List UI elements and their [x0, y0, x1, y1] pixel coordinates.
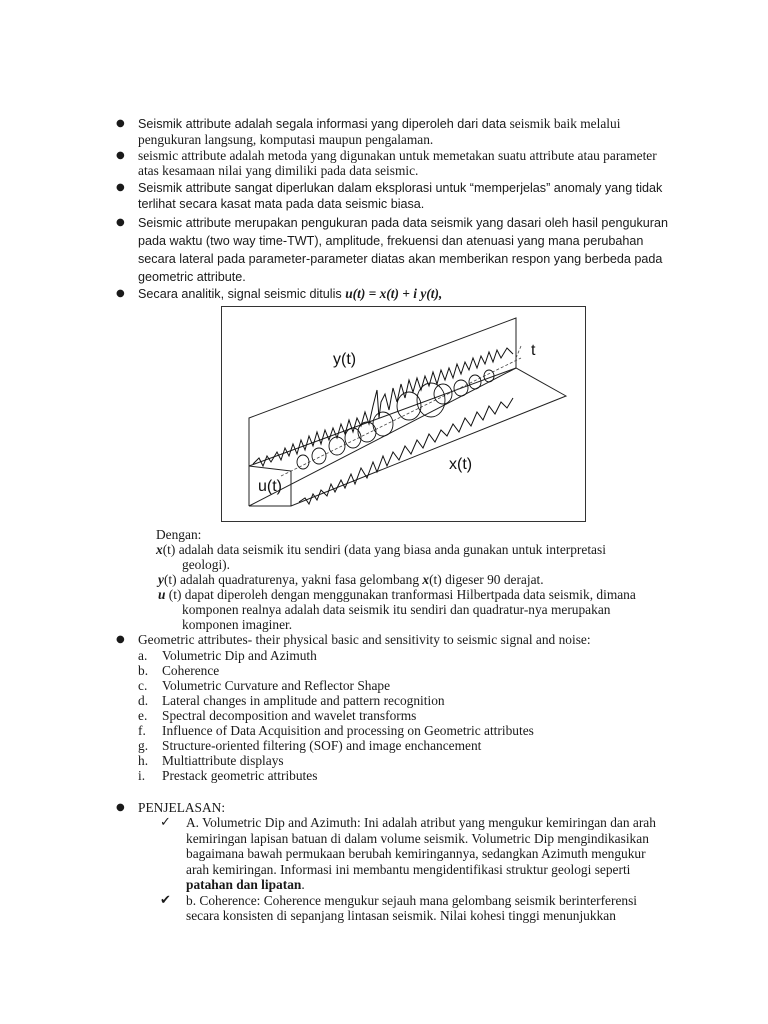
list-item — [138, 708, 678, 723]
y-definition-text: (t) adalah quadraturenya, yakni fasa gelombang — [163, 572, 420, 587]
bullet-icon: ● — [116, 150, 125, 161]
bullet-text-cont: seismik baik melalui pengukuran langsung, komputasi maupun pengalaman. — [138, 116, 621, 147]
bullet-text: Seismik attribute adalah segala informasi yang diperoleh dari data — [138, 117, 507, 131]
check-item-a-bold: patahan dan lipatan — [186, 877, 302, 892]
y-symbol: y — [158, 572, 164, 587]
bullet-icon: ● — [116, 288, 125, 299]
x-label: x(t) — [449, 456, 473, 473]
signal-formula: u(t) = x(t) + i y(t), — [345, 286, 443, 301]
check-item-text — [186, 815, 670, 893]
list-marker: a. — [138, 648, 148, 663]
list-item-text: Influence of Data Acquisition and processing on Geometric attributes — [162, 723, 534, 738]
geometric-list — [138, 648, 678, 783]
list-item-text: Prestack geometric attributes — [162, 768, 318, 783]
bullet-icon: ● — [116, 802, 125, 813]
list-marker: d. — [138, 693, 149, 708]
check-item-text: b. Coherence: Coherence mengukur sejauh mana gelombang seismik berinterferensi secara konsisten di sepanjang lintasan seismik. Nilai kohesi tinggi menunjukkan — [186, 892, 638, 923]
x-definition-cont: geologi). — [182, 557, 230, 572]
checkmark-icon: ✓ — [160, 815, 171, 830]
list-marker: h. — [138, 753, 149, 768]
list-item — [138, 753, 678, 768]
bullet-icon: ● — [116, 634, 125, 645]
u-symbol: u — [158, 587, 166, 602]
list-marker: f. — [138, 723, 146, 738]
u-definition-cont1: komponen realnya adalah data seismik itu sendiri dan quadratur-nya merupakan — [182, 602, 611, 617]
x-definition-text: (t) adalah data seismik itu sendiri (data yang biasa anda gunakan untuk interpretasi — [162, 542, 606, 557]
list-item-text: Volumetric Curvature and Reflector Shape — [162, 678, 391, 693]
penjelasan-heading: PENJELASAN: — [138, 800, 226, 815]
list-item-text: Coherence — [162, 663, 220, 678]
list-marker: b. — [138, 663, 149, 678]
list-marker: e. — [138, 708, 148, 723]
list-marker: g. — [138, 738, 149, 753]
list-marker: c. — [138, 678, 148, 693]
bullet-icon: ● — [116, 182, 125, 193]
list-marker: i. — [138, 768, 146, 783]
list-item — [138, 693, 678, 708]
bullet-text: Secara analitik, signal seismic ditulis — [138, 287, 346, 301]
check-item-a-text: A. Volumetric Dip and Azimuth: Ini adalah atribut yang mengukur kemiringan dan arah kemiringan lapisan batuan di dalam volume seismik. Volumetric Dip mengindikasikan bagaimana bawah permukaan berubah kemiringannya, sedangkan Azimuth mengukur arah kemiringan. Informasi ini membantu mengidentifikasi struktur geologi seperti — [186, 815, 656, 877]
y-label: y(t) — [333, 351, 357, 368]
list-item-text: Lateral changes in amplitude and pattern recognition — [162, 693, 445, 708]
list-item — [138, 768, 678, 783]
bullet-icon: ● — [116, 118, 125, 129]
checkmark-icon: ✔ — [160, 892, 171, 908]
bullet-text: seismic attribute adalah metoda yang digunakan untuk memetakan suatu attribute atau parameter atas kesamaan nilai yang dimiliki pada data seismic. — [138, 148, 657, 178]
check-item-a-end: . — [301, 877, 305, 892]
check-item — [160, 893, 670, 924]
list-item — [138, 678, 678, 693]
u-definition — [156, 587, 676, 602]
u-definition-cont2: komponen imaginer. — [182, 617, 293, 632]
list-item-text: Volumetric Dip and Azimuth — [162, 648, 317, 663]
bullet-text: Seismik attribute sangat diperlukan dalam eksplorasi untuk “memperjelas” anomaly yang tidak terlihat secara kasat mata pada data seismic biasa. — [138, 181, 663, 211]
y-definition — [156, 572, 676, 587]
list-item — [138, 723, 678, 738]
penjelasan-list — [160, 815, 670, 924]
u-label: u(t) — [258, 478, 282, 495]
y-definition-text2: (t) digeser 90 derajat. — [429, 572, 544, 587]
list-item-text: Spectral decomposition and wavelet transforms — [162, 708, 417, 723]
y-symbol-x: x — [422, 572, 430, 587]
seismic-signal-figure — [221, 306, 586, 522]
x-symbol: x — [156, 542, 163, 557]
geometric-heading: Geometric attributes- their physical basic and sensitivity to seismic signal and noise: — [138, 632, 591, 647]
t-label: t — [531, 342, 536, 359]
x-definition — [156, 542, 676, 557]
check-item — [160, 815, 670, 893]
list-item — [138, 738, 678, 753]
u-definition-text: (t) dapat diperoleh dengan menggunakan tranformasi Hilbertpada data seismik, dimana — [165, 587, 636, 602]
list-item-text: Structure-oriented filtering (SOF) and image enchancement — [162, 738, 482, 753]
seismic-signal-diagram — [221, 306, 586, 522]
list-item-text: Multiattribute displays — [162, 753, 284, 768]
dengan-heading: Dengan: — [156, 527, 202, 542]
list-item — [138, 648, 678, 663]
bullet-text: Seismic attribute merupakan pengukuran pada data seismik yang dasari oleh hasil pengukuran pada waktu (two way time-TWT), amplitude, frekuensi dan atenuasi yang mana perubahan secara lateral pada parameter-parameter diatas akan memberikan respon yang berbeda pada geometric attribute. — [138, 216, 668, 284]
list-item — [138, 663, 678, 678]
dengan-block — [156, 527, 676, 632]
bullet-icon: ● — [116, 217, 125, 228]
